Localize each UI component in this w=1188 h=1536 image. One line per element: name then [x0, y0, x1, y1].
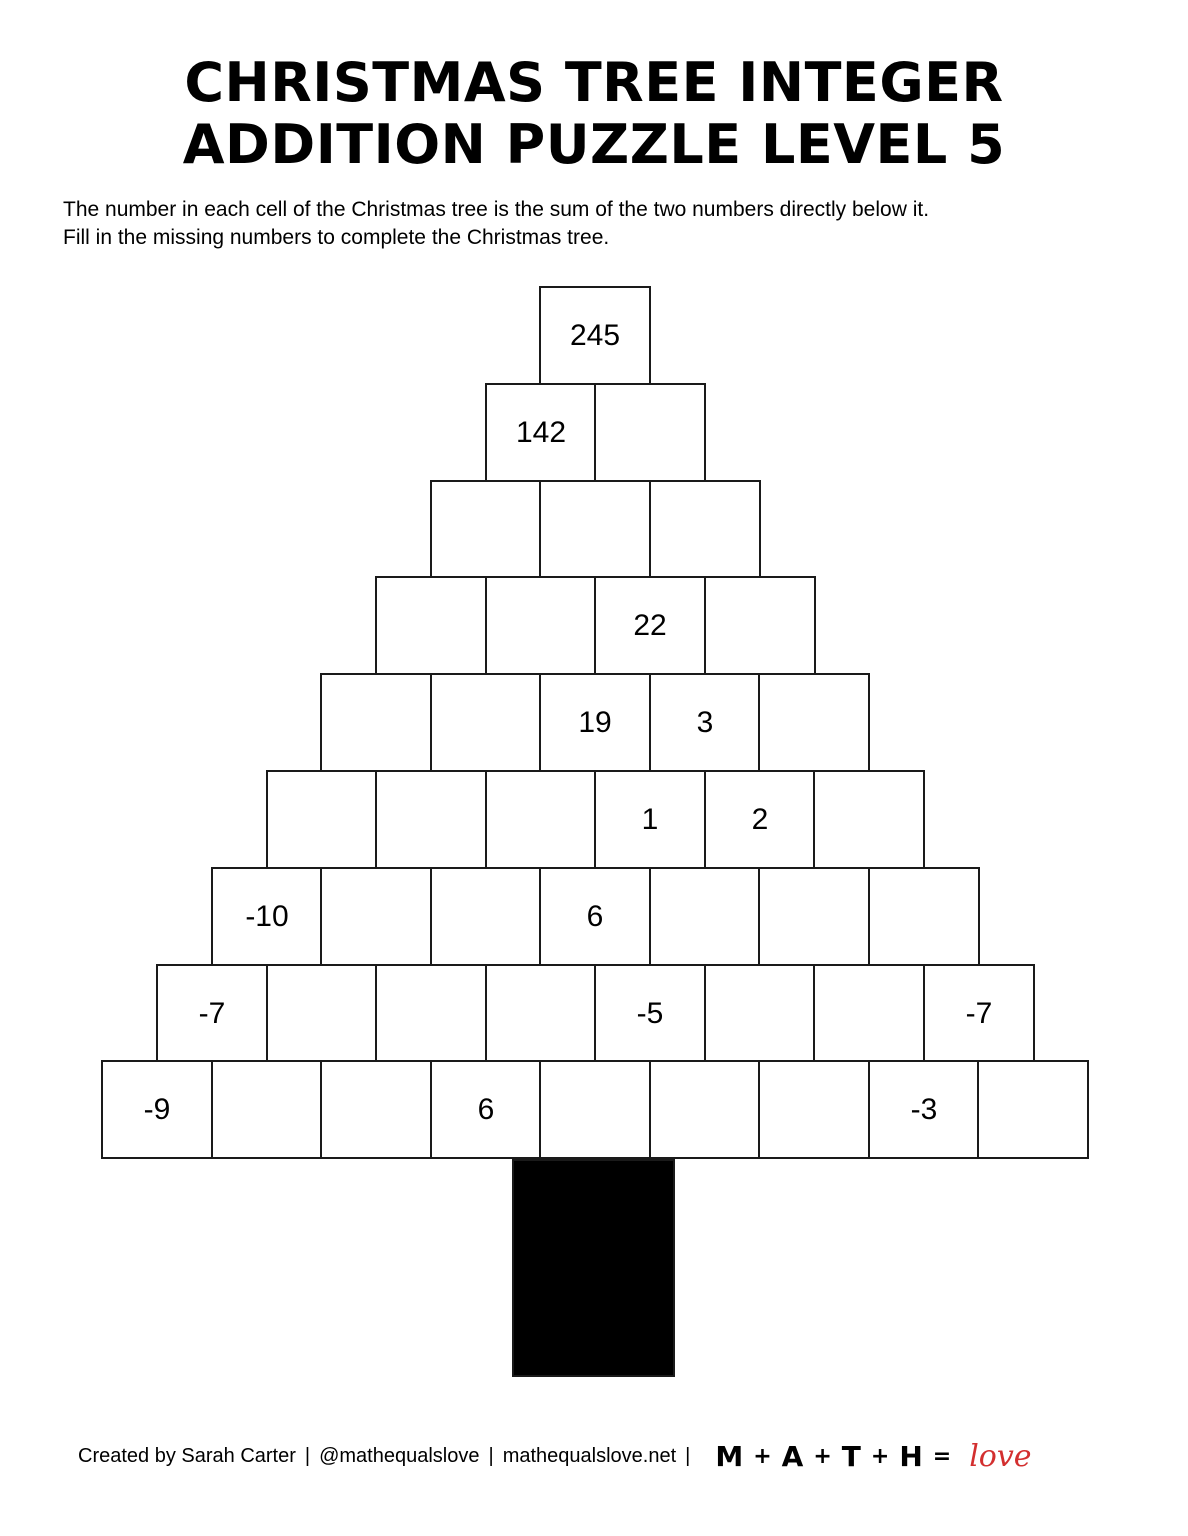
instructions-line-1: The number in each cell of the Christmas tree is the sum of the two numbers directly below it.	[63, 198, 930, 221]
logo-plus: +	[813, 1443, 832, 1469]
given-number-cell: -10	[211, 867, 323, 966]
empty-answer-cell[interactable]	[485, 964, 597, 1063]
math-equals-love-logo	[715, 1439, 1031, 1474]
empty-answer-cell[interactable]	[266, 770, 378, 869]
given-number-cell: 142	[485, 383, 597, 482]
logo-letter-m: M	[715, 1439, 744, 1473]
instructions-line-2: Fill in the missing numbers to complete the Christmas tree.	[63, 226, 610, 249]
given-number-cell: 3	[649, 673, 761, 772]
empty-answer-cell[interactable]	[758, 673, 870, 772]
given-number-cell: 1	[594, 770, 706, 869]
footer-handle: @mathequalslove	[319, 1444, 480, 1467]
given-number-cell: -7	[156, 964, 268, 1063]
empty-answer-cell[interactable]	[430, 867, 542, 966]
title-line-1: CHRISTMAS TREE INTEGER	[184, 51, 1004, 114]
tree-trunk	[512, 1159, 675, 1377]
footer-credit: Created by Sarah Carter	[78, 1444, 296, 1467]
empty-answer-cell[interactable]	[594, 383, 706, 482]
given-number-cell: 6	[430, 1060, 542, 1159]
empty-answer-cell[interactable]	[704, 576, 816, 675]
footer-site: mathequalslove.net	[502, 1444, 677, 1467]
logo-letter-h: H	[899, 1439, 923, 1473]
given-number-cell: 245	[539, 286, 651, 385]
logo-plus: +	[870, 1443, 890, 1469]
given-number-cell: 22	[594, 576, 706, 675]
logo-equals: =	[932, 1443, 952, 1469]
empty-answer-cell[interactable]	[539, 1060, 651, 1159]
title-line-2: ADDITION PUZZLE LEVEL 5	[182, 113, 1006, 176]
empty-answer-cell[interactable]	[758, 867, 870, 966]
empty-answer-cell[interactable]	[430, 673, 542, 772]
empty-answer-cell[interactable]	[320, 673, 432, 772]
empty-answer-cell[interactable]	[320, 867, 432, 966]
empty-answer-cell[interactable]	[485, 770, 597, 869]
empty-answer-cell[interactable]	[813, 964, 925, 1063]
given-number-cell: 19	[539, 673, 651, 772]
empty-answer-cell[interactable]	[375, 770, 487, 869]
footer-separator: |	[488, 1444, 494, 1467]
given-number-cell: -7	[923, 964, 1035, 1063]
footer-separator: |	[304, 1444, 311, 1467]
logo-plus: +	[753, 1443, 772, 1469]
given-number-cell: -5	[594, 964, 706, 1063]
empty-answer-cell[interactable]	[813, 770, 925, 869]
given-number-cell: 6	[539, 867, 651, 966]
logo-letter-t: T	[841, 1439, 861, 1473]
empty-answer-cell[interactable]	[266, 964, 378, 1063]
empty-answer-cell[interactable]	[977, 1060, 1089, 1159]
given-number-cell: -3	[868, 1060, 980, 1159]
empty-answer-cell[interactable]	[375, 576, 487, 675]
empty-answer-cell[interactable]	[868, 867, 980, 966]
empty-answer-cell[interactable]	[375, 964, 487, 1063]
empty-answer-cell[interactable]	[704, 964, 816, 1063]
empty-answer-cell[interactable]	[649, 1060, 761, 1159]
given-number-cell: -9	[101, 1060, 213, 1159]
empty-answer-cell[interactable]	[758, 1060, 870, 1159]
empty-answer-cell[interactable]	[649, 480, 761, 579]
given-number-cell: 2	[704, 770, 816, 869]
empty-answer-cell[interactable]	[649, 867, 761, 966]
empty-answer-cell[interactable]	[211, 1060, 323, 1159]
empty-answer-cell[interactable]	[539, 480, 651, 579]
logo-love-script: love	[969, 1438, 1032, 1474]
logo-letter-a: A	[781, 1439, 804, 1473]
empty-answer-cell[interactable]	[485, 576, 597, 675]
footer-separator: |	[685, 1444, 691, 1467]
empty-answer-cell[interactable]	[320, 1060, 432, 1159]
footer	[78, 1440, 1032, 1472]
empty-answer-cell[interactable]	[430, 480, 542, 579]
